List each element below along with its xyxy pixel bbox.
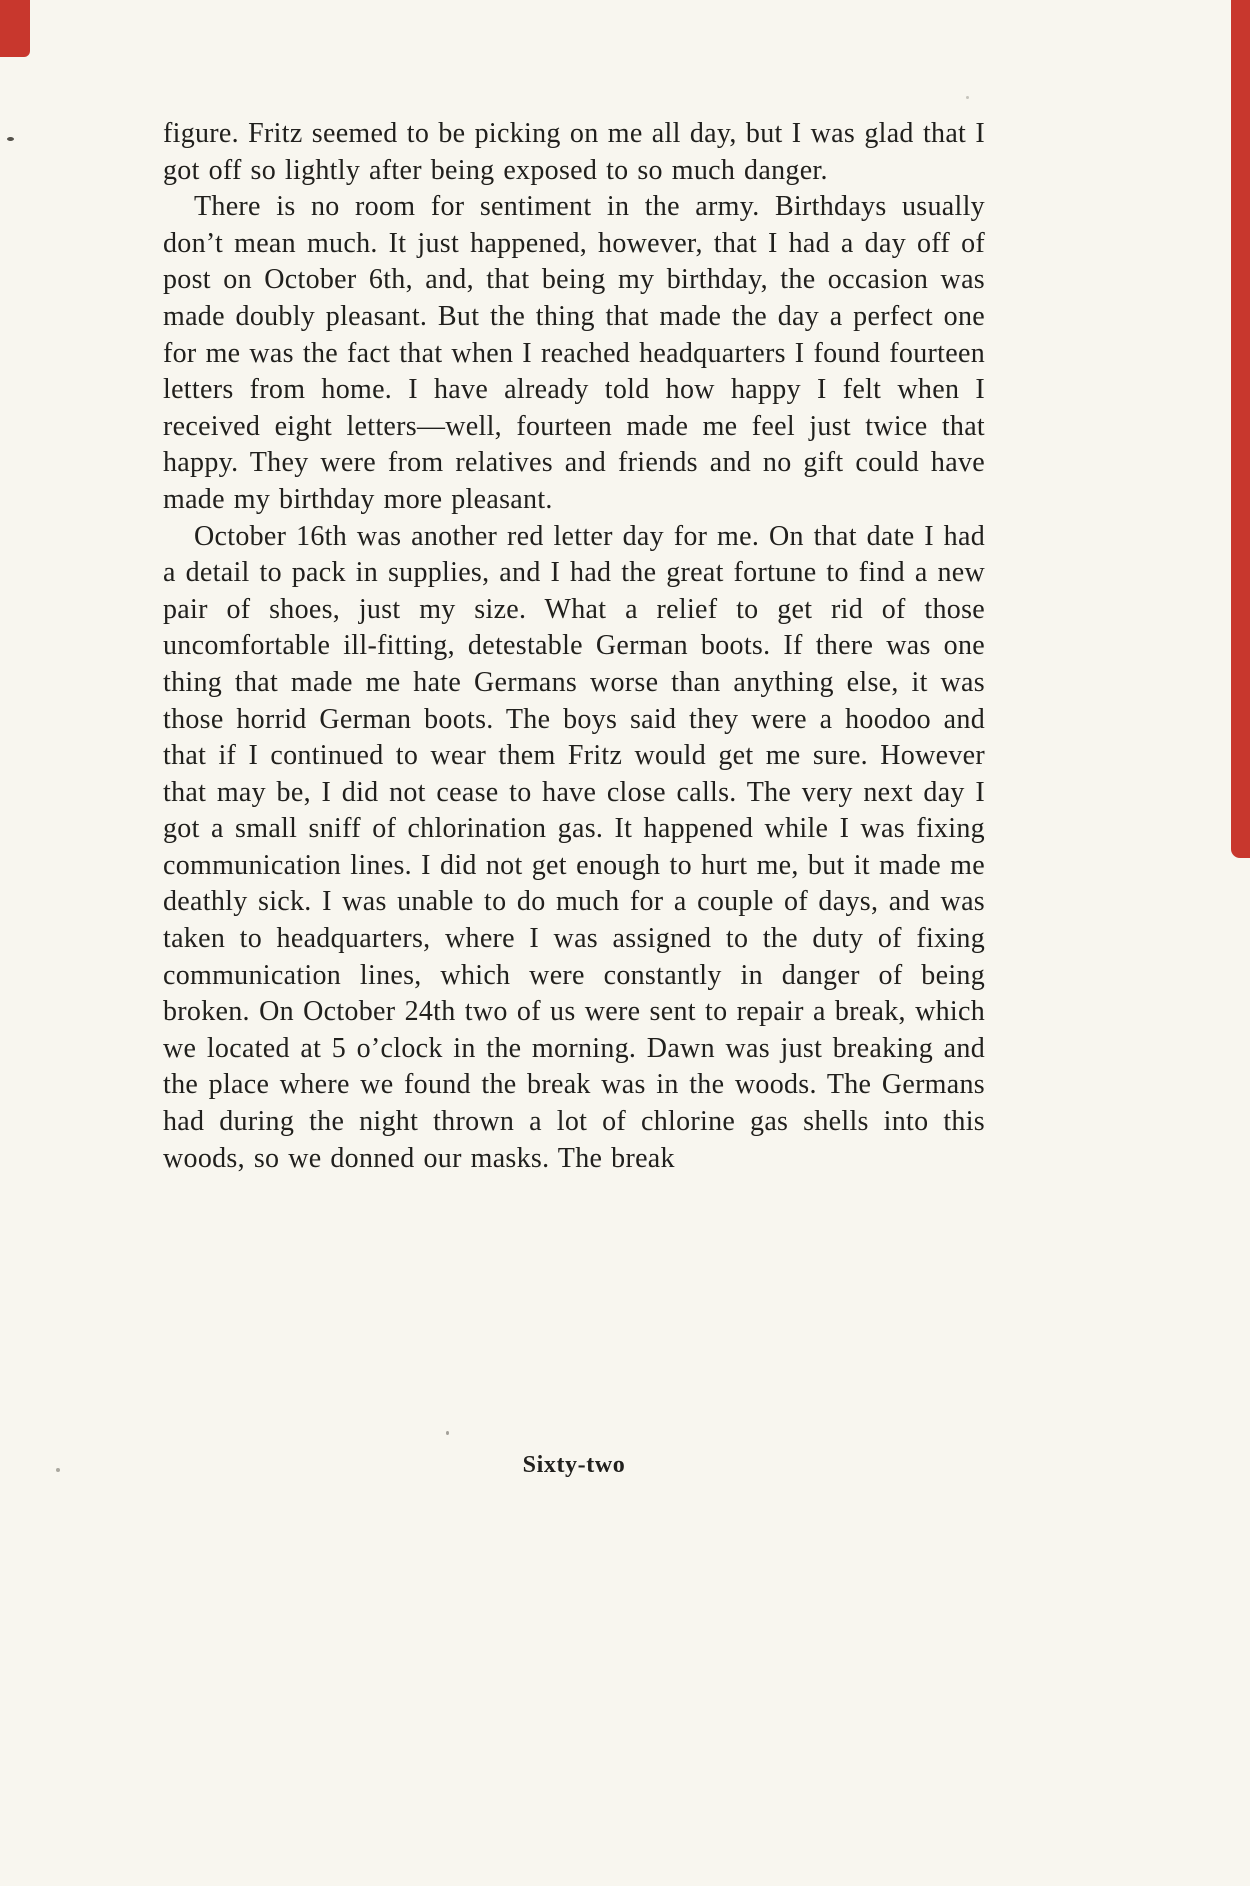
- paragraph-continuation: figure. Fritz seemed to be picking on me all day, but I was glad that I got off so lightly after being exposed to so much danger.: [163, 118, 985, 186]
- page-text-block: [163, 116, 985, 1177]
- scan-speck: [446, 1431, 449, 1435]
- scan-speck: [56, 1468, 60, 1472]
- paragraph: There is no room for sentiment in the army. Birthdays usually don’t mean much. It just happened, however, that I had a day off of post on October 6th, and, that being my birthday, the occasion was made doubly pleasant. But the thing that made the day a perfect one for me was the fact that when I reached headquarters I found fourteen letters from home. I have already told how happy I felt when I received eight letters—well, fourteen made me feel just twice that happy. They were from relatives and friends and no gift could have made my birthday more pleasant.: [163, 191, 985, 515]
- page-number: Sixty-two: [522, 1452, 626, 1478]
- red-scan-edge-top-left: [0, 0, 30, 57]
- red-scan-edge-right: [1231, 0, 1250, 858]
- scan-speck: [966, 96, 969, 99]
- scan-speck: [7, 137, 14, 141]
- paragraph: October 16th was another red letter day for me. On that date I had a detail to pack in supplies, and I had the great fortune to find a new pair of shoes, just my size. What a relief to get rid of those uncomfortable ill-fitting, detestable German boots. If there was one thing that made me hate Germans worse than anything else, it was those horrid German boots. The boys said they were a hoodoo and that if I continued to wear them Fritz would get me sure. However that may be, I did not cease to have close calls. The very next day I got a small sniff of chlorination gas. It happened while I was fixing communication lines. I did not get enough to hurt me, but it made me deathly sick. I was unable to do much for a couple of days, and was taken to headquarters, where I was assigned to the duty of fixing communication lines, which were constantly in danger of being broken. On October 24th two of us were sent to repair a break, which we located at 5 o’clock in the morning. Dawn was just breaking and the place where we found the break was in the woods. The Germans had during the night thrown a lot of chlorine gas shells into this woods, so we donned our masks. The break: [163, 520, 985, 1174]
